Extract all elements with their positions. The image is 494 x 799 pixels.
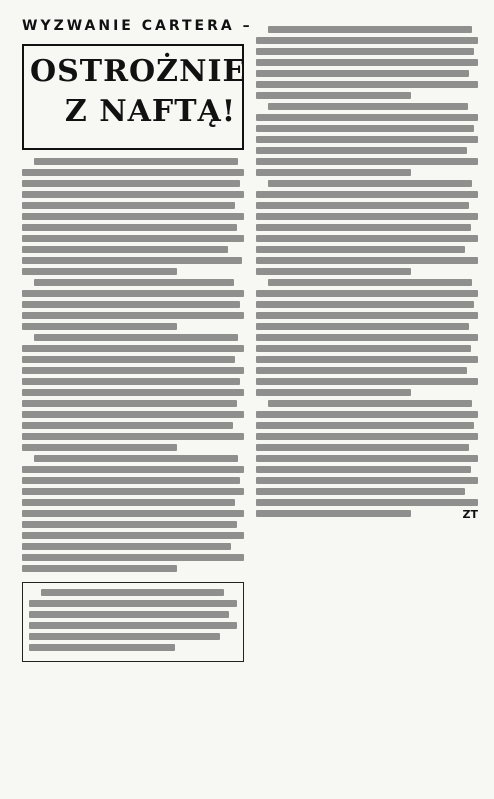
- right-body: [256, 26, 478, 517]
- right-column: [256, 18, 478, 521]
- article-kicker: WYZWANIE CARTERA –: [22, 18, 253, 34]
- article-title-line-2: Z NAFTĄ!: [64, 94, 236, 129]
- article-signature: ZT: [462, 508, 478, 521]
- left-column: [22, 18, 253, 662]
- boxed-note: [22, 582, 244, 662]
- article-title-line-1: OSTROŻNIE: [30, 54, 247, 89]
- article-title-box: [22, 44, 247, 150]
- left-body: [22, 158, 244, 662]
